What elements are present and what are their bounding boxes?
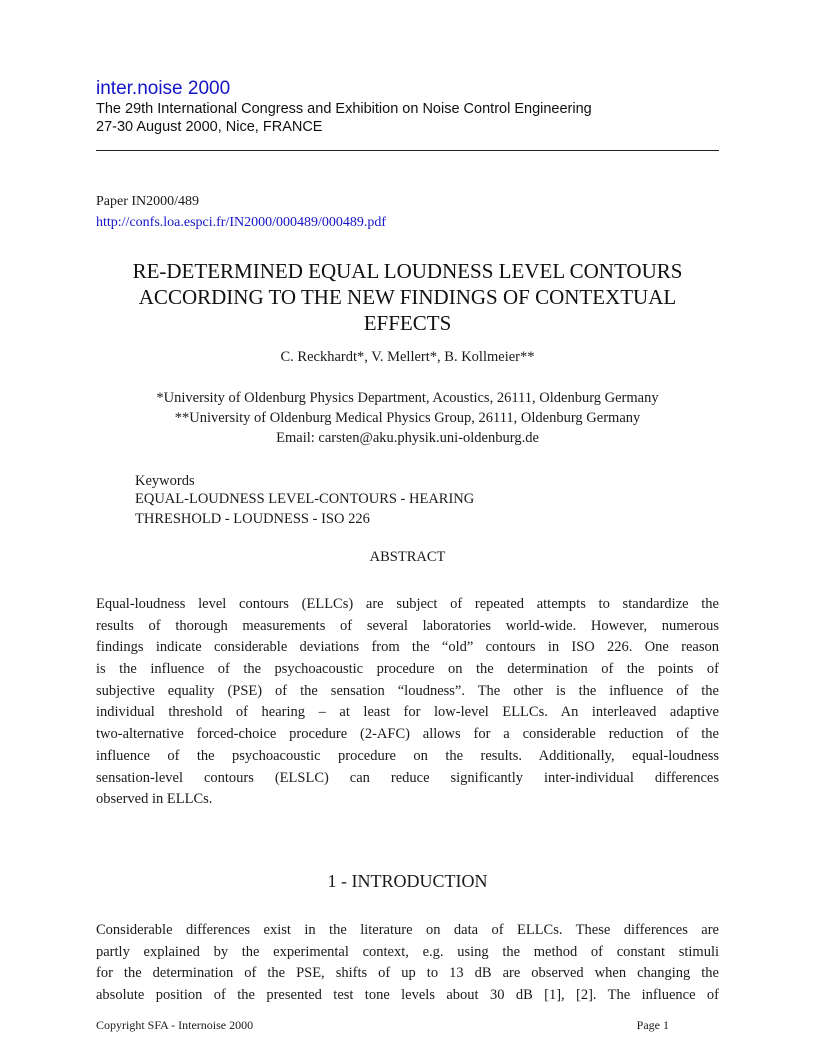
abstract-line: influence of the psychoacoustic procedure on the results. Additionally, equal-loudness: [96, 747, 719, 764]
keywords-line: EQUAL-LOUDNESS LEVEL-CONTOURS - HEARING: [135, 491, 475, 507]
author-email: Email: carsten@aku.physik.uni-oldenburg.de: [276, 430, 539, 446]
paper-id: Paper IN2000/489: [96, 194, 200, 209]
conference-name: inter.noise 2000: [96, 78, 231, 99]
paper-title-line: RE-DETERMINED EQUAL LOUDNESS LEVEL CONTOURS: [132, 259, 683, 283]
paper-authors: C. Reckhardt*, V. Mellert*, B. Kollmeier**: [280, 349, 535, 365]
abstract-line: subjective equality (PSE) of the sensation “loudness”. The other is the influence of the: [96, 682, 719, 699]
abstract-line: individual threshold of hearing – at least for low-level ELLCs. An interleaved adaptive: [96, 704, 719, 721]
abstract-heading: ABSTRACT: [369, 549, 446, 565]
keywords-line: THRESHOLD - LOUDNESS - ISO 226: [135, 511, 370, 527]
paper-title-line: EFFECTS: [363, 311, 452, 335]
paper-url-link[interactable]: http://confs.loa.espci.fr/IN2000/000489/000489.pdf: [96, 215, 387, 230]
abstract-body: [96, 594, 719, 811]
introduction-line: partly explained by the experimental context, e.g. using the method of constant stimuli: [96, 943, 719, 960]
abstract-line: is the influence of the psychoacoustic procedure on the determination of the points of: [96, 661, 719, 678]
footer-page-number: Page 1: [636, 1018, 669, 1032]
keywords-heading: Keywords: [135, 473, 195, 489]
introduction-line: for the determination of the PSE, shifts of up to 13 dB are observed when changing the: [96, 965, 719, 982]
introduction-line: Considerable differences exist in the literature on data of ELLCs. These differences are: [96, 922, 719, 938]
introduction-heading: 1 - INTRODUCTION: [327, 871, 488, 891]
header-divider: [96, 150, 719, 151]
introduction-line: absolute position of the presented test tone levels about 30 dB [1], [2]. The influence of: [96, 987, 719, 1004]
affiliation-medical-physics: **University of Oldenburg Medical Physics Group, 26111, Oldenburg Germany: [174, 410, 641, 426]
introduction-body: [96, 920, 719, 1007]
paper-title: [96, 258, 719, 336]
conference-full-name: The 29th International Congress and Exhibition on Noise Control Engineering: [96, 101, 592, 117]
abstract-line: sensation-level contours (ELSLC) can reduce significantly inter-individual differences: [96, 769, 719, 786]
abstract-line: two-alternative forced-choice procedure (2-AFC) allows for a considerable reduction of the: [96, 726, 719, 743]
affiliation-physics: *University of Oldenburg Physics Department, Acoustics, 26111, Oldenburg Germany: [156, 390, 659, 406]
footer-copyright: Copyright SFA - Internoise 2000: [96, 1018, 254, 1032]
abstract-line: findings indicate considerable deviations from the “old” contours in ISO 226. One reason: [96, 639, 719, 656]
paper-title-line: ACCORDING TO THE NEW FINDINGS OF CONTEXTUAL: [138, 285, 677, 309]
abstract-line: observed in ELLCs.: [96, 791, 213, 808]
abstract-line: results of thorough measurements of several laboratories world-wide. However, numerous: [96, 617, 719, 634]
abstract-line: Equal-loudness level contours (ELLCs) are subject of repeated attempts to standardize the: [96, 596, 719, 612]
conference-dates: 27-30 August 2000, Nice, FRANCE: [96, 119, 323, 135]
